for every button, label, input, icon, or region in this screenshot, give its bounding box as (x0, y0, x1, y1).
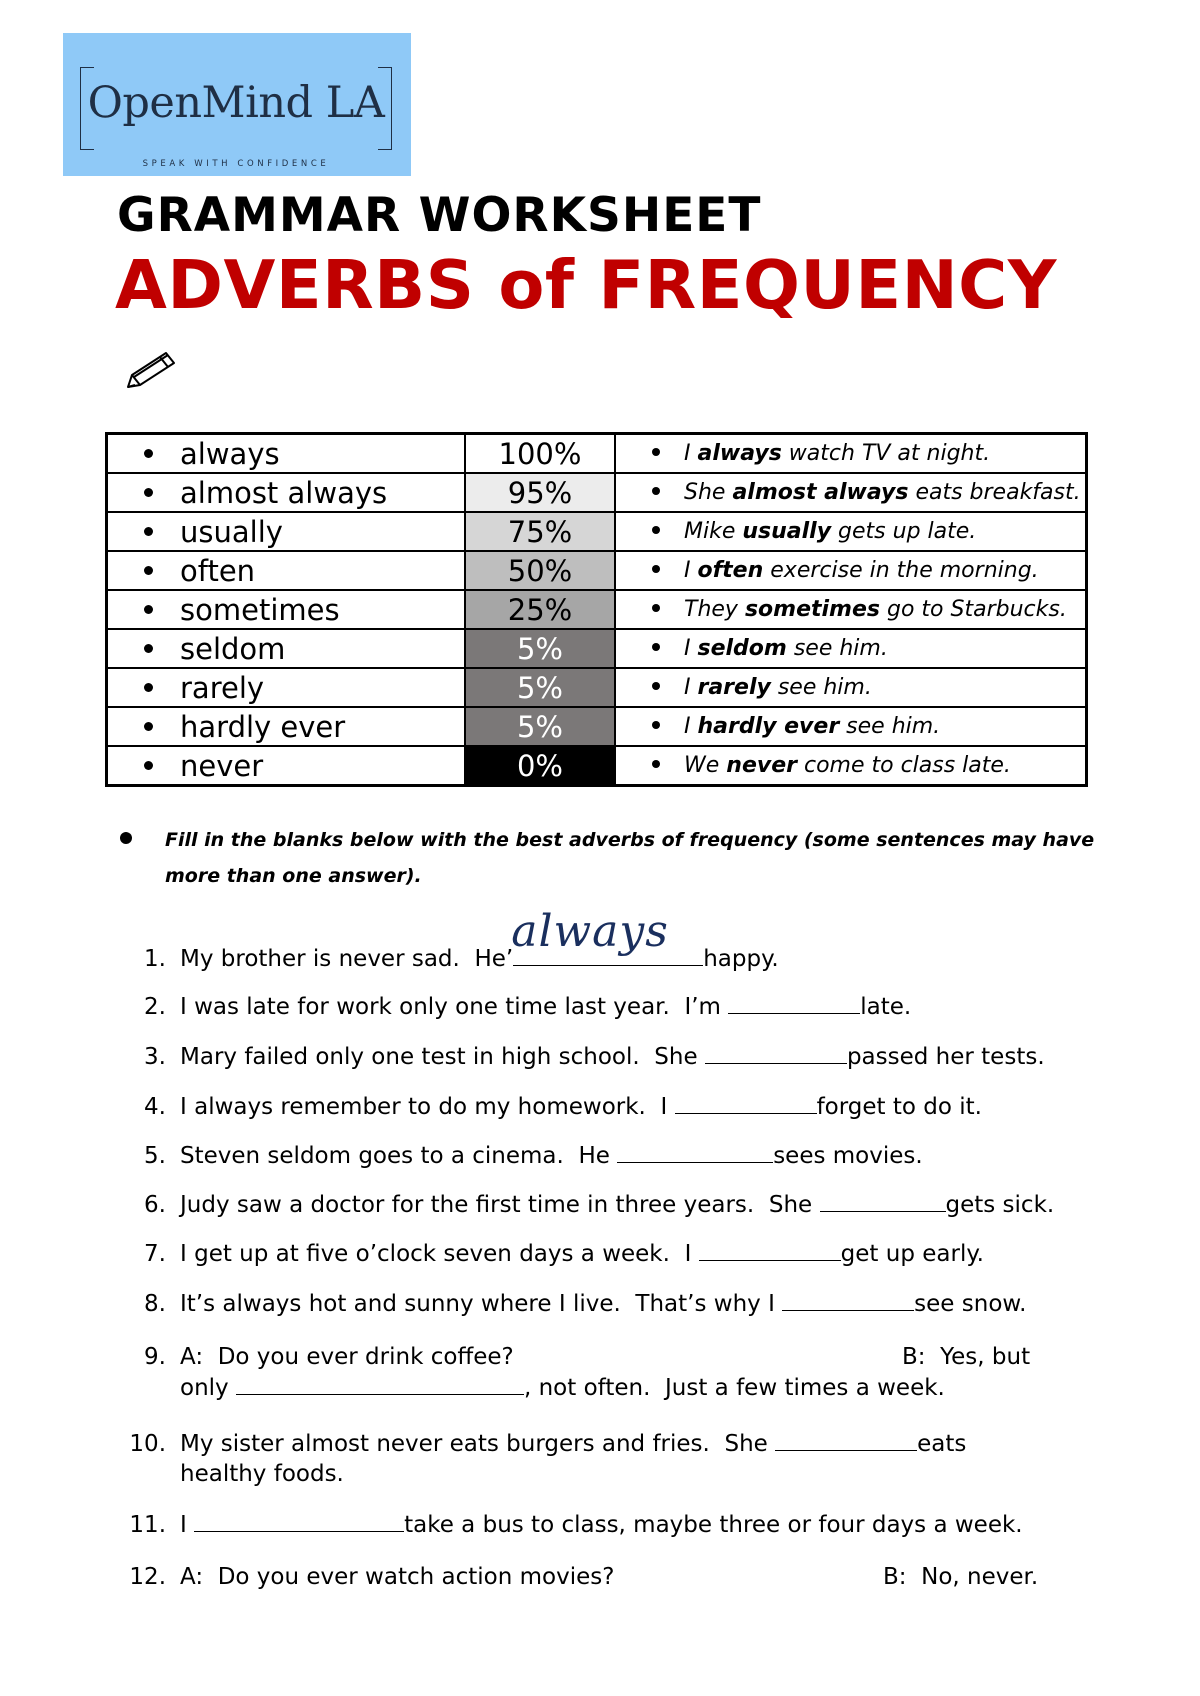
bullet-icon (144, 527, 153, 536)
frequency-percent: 25% (465, 590, 615, 629)
bullet-icon (652, 760, 660, 768)
frequency-row (107, 473, 1087, 512)
question-6: 6. Judy saw a doctor for the first time in three years. She gets sick. (114, 1189, 1054, 1220)
frequency-percent: 95% (465, 473, 615, 512)
adverb-label: usually (180, 514, 283, 549)
example-sentence: I often exercise in the morning. (615, 551, 1087, 590)
handwritten-answer: always (511, 906, 669, 957)
answer-blank[interactable] (699, 1238, 841, 1261)
question-2: 2. I was late for work only one time last year. I’m late. (114, 991, 911, 1022)
question-11: 11. I take a bus to class, maybe three or four days a week. (114, 1509, 1023, 1540)
question-4: 4. I always remember to do my homework. I forget to do it. (114, 1091, 982, 1122)
question-7: 7. I get up at five o’clock seven days a week. I get up early. (114, 1238, 984, 1269)
example-adverb: never (726, 753, 797, 778)
answer-blank[interactable] (617, 1140, 773, 1163)
frequency-row (107, 629, 1087, 668)
frequency-row (107, 551, 1087, 590)
example-sentence: I rarely see him. (615, 668, 1087, 707)
example-sentence: I always watch TV at night. (615, 434, 1087, 474)
question-9: 9. A: Do you ever drink coffee? B: Yes, but only , not often. Just a few times a week. (144, 1344, 1031, 1401)
frequency-percent: 75% (465, 512, 615, 551)
question-5: 5. Steven seldom goes to a cinema. He sees movies. (114, 1140, 923, 1171)
question-10: 10. My sister almost never eats burgers and fries. She eats healthy foods. (114, 1428, 966, 1489)
adverb-label: hardly ever (180, 709, 346, 744)
frequency-percent: 5% (465, 668, 615, 707)
question-12: 12. A: Do you ever watch action movies? B: No, never. (129, 1564, 1039, 1590)
adverb-label: often (180, 553, 256, 588)
frequency-percent: 0% (465, 746, 615, 786)
frequency-row (107, 668, 1087, 707)
answer-blank[interactable] (511, 906, 703, 966)
bullet-icon (652, 643, 660, 651)
frequency-row (107, 512, 1087, 551)
example-sentence: I hardly ever see him. (615, 707, 1087, 746)
answer-blank[interactable] (194, 1509, 404, 1532)
example-sentence: They sometimes go to Starbucks. (615, 590, 1087, 629)
frequency-table (105, 432, 1088, 787)
example-adverb: usually (742, 519, 832, 544)
question-3: 3. Mary failed only one test in high school. She passed her tests. (114, 1041, 1045, 1072)
logo-tagline: SPEAK WITH CONFIDENCE (142, 159, 330, 169)
logo-frame (80, 67, 392, 169)
adverb-label: seldom (180, 631, 286, 666)
bullet-icon (144, 488, 153, 497)
example-adverb: rarely (697, 675, 771, 700)
answer-blank[interactable] (782, 1288, 914, 1311)
question-8: 8. It’s always hot and sunny where I live. That’s why I see snow. (114, 1288, 1026, 1319)
bullet-icon (652, 682, 660, 690)
bullet-icon (144, 761, 153, 770)
worksheet-topic-title: ADVERBS of FREQUENCY (115, 246, 1057, 324)
frequency-percent: 50% (465, 551, 615, 590)
frequency-percent: 5% (465, 629, 615, 668)
example-sentence: I seldom see him. (615, 629, 1087, 668)
bullet-icon (144, 566, 153, 575)
bullet-icon (652, 526, 660, 534)
frequency-row (107, 590, 1087, 629)
example-adverb: often (697, 558, 764, 583)
instructions-text: Fill in the blanks below with the best adverbs of frequency (some sentences may have more than one answer). (165, 829, 1095, 887)
frequency-row (107, 746, 1087, 786)
bullet-icon (144, 722, 153, 731)
bullet-icon (144, 449, 153, 458)
bullet-icon (652, 487, 660, 495)
bullet-icon (144, 683, 153, 692)
example-adverb: hardly ever (697, 714, 840, 739)
adverb-label: almost always (180, 475, 388, 510)
frequency-row (107, 707, 1087, 746)
example-adverb: always (697, 441, 782, 466)
bullet-icon (652, 604, 660, 612)
example-adverb: seldom (697, 636, 787, 661)
example-adverb: sometimes (744, 597, 880, 622)
answer-blank[interactable] (820, 1189, 946, 1212)
openmind-logo (63, 33, 411, 176)
adverb-label: rarely (180, 670, 265, 705)
answer-blank[interactable] (236, 1372, 524, 1395)
question-1: 1. My brother is never sad. He’ always happy. (144, 906, 779, 972)
frequency-percent: 100% (465, 434, 615, 474)
bullet-icon (652, 721, 660, 729)
bullet-icon (144, 644, 153, 653)
worksheet-heading: GRAMMAR WORKSHEET (117, 188, 762, 243)
adverb-label: never (180, 748, 264, 783)
adverb-label: always (180, 436, 280, 471)
logo-name: OpenMind LA (87, 78, 385, 128)
bullet-icon (144, 605, 153, 614)
answer-blank[interactable] (728, 991, 860, 1014)
adverb-label: sometimes (180, 592, 340, 627)
answer-blank[interactable] (705, 1041, 847, 1064)
example-sentence: We never come to class late. (615, 746, 1087, 786)
bullet-icon (652, 448, 660, 456)
frequency-row (107, 434, 1087, 474)
bullet-icon (120, 832, 132, 844)
example-sentence: She almost always eats breakfast. (615, 473, 1087, 512)
answer-blank[interactable] (775, 1428, 917, 1451)
frequency-percent: 5% (465, 707, 615, 746)
example-sentence: Mike usually gets up late. (615, 512, 1087, 551)
answer-blank[interactable] (675, 1091, 817, 1114)
example-adverb: almost always (732, 480, 909, 505)
bullet-icon (652, 565, 660, 573)
pencil-icon (122, 349, 182, 393)
